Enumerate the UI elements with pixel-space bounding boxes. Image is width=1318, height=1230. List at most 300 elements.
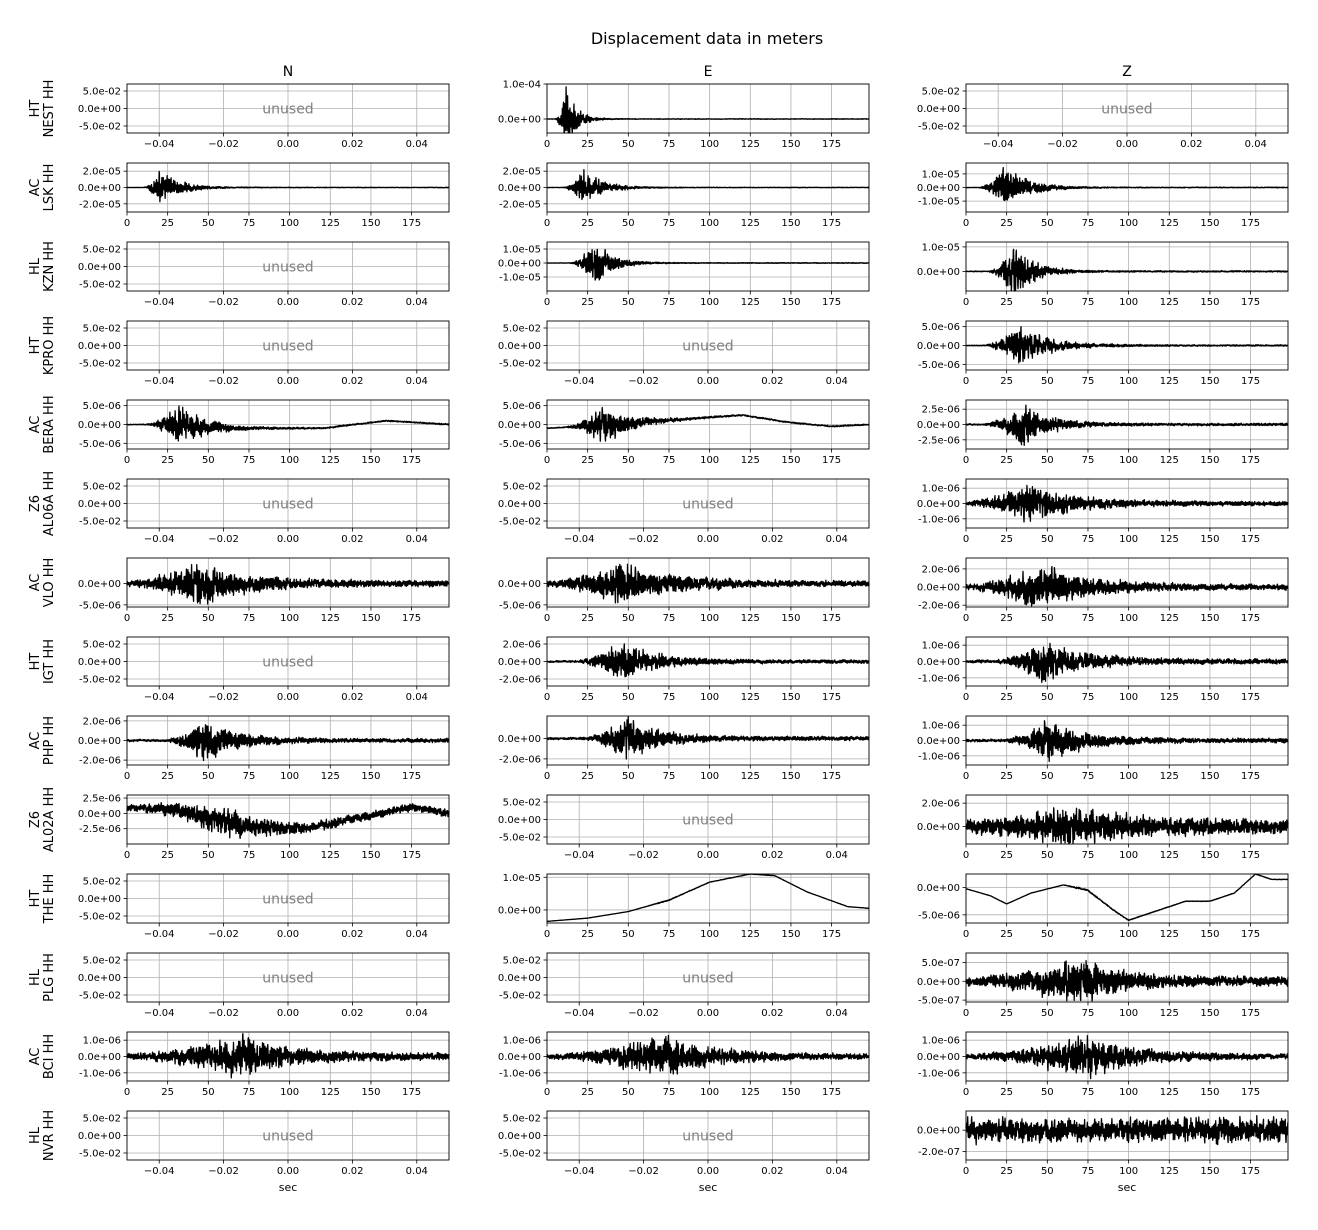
x-tick-label: 125 bbox=[320, 218, 340, 229]
y-tick-label: -5.0e-02 bbox=[499, 358, 541, 370]
x-tick-label: 0.02 bbox=[341, 692, 364, 703]
x-tick-label: 0.00 bbox=[1115, 139, 1139, 150]
x-tick-label: 150 bbox=[1200, 692, 1220, 703]
x-tick-label: 50 bbox=[1040, 850, 1054, 861]
y-tick-label: 0.0e+00 bbox=[497, 733, 541, 745]
x-tick-label: −0.02 bbox=[628, 850, 659, 861]
x-tick-label: 25 bbox=[1000, 771, 1014, 782]
y-tick-label: -2.5e-06 bbox=[79, 824, 121, 836]
waveform-trace bbox=[966, 168, 1288, 201]
waveform-trace bbox=[127, 565, 449, 604]
x-tick-label: 25 bbox=[161, 613, 175, 624]
unused-label: unused bbox=[682, 496, 734, 513]
y-tick-label: -2.0e-06 bbox=[918, 600, 960, 612]
y-tick-label: 0.0e+00 bbox=[497, 579, 541, 591]
y-tick-label: 2.0e-06 bbox=[921, 564, 960, 576]
x-tick-label: 0.04 bbox=[405, 297, 428, 308]
x-tick-label: 0.00 bbox=[696, 534, 720, 545]
x-tick-label: 0.02 bbox=[341, 139, 364, 150]
x-tick-label: 0.02 bbox=[1180, 139, 1203, 150]
y-tick-label: -5.0e-02 bbox=[79, 358, 121, 370]
unused-label: unused bbox=[682, 970, 734, 987]
y-tick-label: -5.0e-02 bbox=[79, 990, 121, 1002]
row-nest-hh bbox=[28, 80, 1288, 151]
x-tick-label: 150 bbox=[361, 771, 381, 782]
x-tick-label: 75 bbox=[242, 850, 256, 861]
x-tick-label: 0 bbox=[962, 1166, 970, 1177]
x-tick-label: 100 bbox=[1119, 850, 1139, 861]
x-tick-label: 50 bbox=[201, 850, 215, 861]
panel-nest-hh-e bbox=[498, 80, 869, 151]
y-tick-label: -2.0e-05 bbox=[499, 199, 541, 211]
panel-al06a-hh-n bbox=[78, 479, 449, 545]
x-tick-label: 150 bbox=[361, 850, 381, 861]
row-label-station: VLO HH bbox=[42, 557, 57, 608]
x-tick-label: 0 bbox=[962, 297, 970, 308]
x-tick-label: 175 bbox=[1241, 218, 1261, 229]
waveform-trace bbox=[547, 170, 869, 200]
panel-bci-hh-e bbox=[498, 1032, 869, 1098]
x-axis-label: sec bbox=[698, 1181, 718, 1194]
panel-al02a-hh-e bbox=[498, 795, 869, 861]
x-tick-label: 50 bbox=[1040, 771, 1054, 782]
unused-label: unused bbox=[682, 1128, 734, 1145]
y-tick-label: 0.0e+00 bbox=[916, 1125, 960, 1137]
y-tick-label: 0.0e+00 bbox=[77, 104, 121, 115]
row-label bbox=[28, 395, 57, 453]
panel-the-hh-e bbox=[498, 873, 869, 940]
x-tick-label: 25 bbox=[581, 771, 595, 782]
y-tick-label: 0.0e+00 bbox=[916, 736, 960, 747]
panel-kzn-hh-z bbox=[917, 242, 1288, 308]
y-tick-label: 1.0e-06 bbox=[921, 640, 960, 652]
x-tick-label: 0.04 bbox=[405, 534, 428, 545]
unused-label: unused bbox=[262, 891, 314, 908]
x-tick-label: 175 bbox=[822, 929, 842, 940]
y-tick-label: -1.0e-05 bbox=[918, 196, 960, 208]
row-label-network: HT bbox=[28, 336, 43, 355]
x-tick-label: 0 bbox=[543, 929, 551, 940]
x-tick-label: 0 bbox=[962, 376, 970, 387]
y-tick-label: 2.0e-05 bbox=[82, 166, 121, 178]
panel-igt-hh-z bbox=[917, 637, 1288, 703]
x-tick-label: −0.04 bbox=[143, 692, 175, 703]
x-tick-label: 50 bbox=[201, 1087, 215, 1098]
row-label bbox=[28, 787, 57, 852]
x-tick-label: 100 bbox=[700, 297, 720, 308]
y-tick-label: 1.0e-06 bbox=[82, 1035, 121, 1047]
y-tick-label: 5.0e-02 bbox=[82, 876, 121, 888]
x-tick-label: 125 bbox=[740, 297, 760, 308]
y-tick-label: 0.0e+00 bbox=[77, 808, 121, 820]
waveform-trace bbox=[966, 721, 1288, 762]
x-tick-label: 150 bbox=[781, 455, 801, 466]
y-tick-label: 2.0e-06 bbox=[502, 639, 541, 651]
x-tick-label: 175 bbox=[822, 771, 842, 782]
x-tick-label: 0.04 bbox=[825, 534, 848, 545]
x-tick-label: 150 bbox=[781, 692, 801, 703]
x-tick-label: 125 bbox=[1159, 1087, 1179, 1098]
x-tick-label: 175 bbox=[402, 218, 422, 229]
y-tick-label: 0.0e+00 bbox=[916, 183, 960, 194]
row-label-station: BCI HH bbox=[42, 1033, 57, 1080]
row-label bbox=[28, 1110, 57, 1161]
row-label-station: THE HH bbox=[42, 873, 57, 924]
row-label-station: AL02A HH bbox=[42, 786, 57, 853]
waveform-trace bbox=[966, 485, 1288, 522]
x-tick-label: −0.02 bbox=[628, 1166, 659, 1177]
row-label bbox=[28, 953, 57, 1002]
x-tick-label: 0 bbox=[543, 218, 551, 229]
y-tick-label: 0.0e+00 bbox=[77, 183, 121, 194]
row-label bbox=[28, 164, 57, 212]
y-tick-label: -5.0e-02 bbox=[79, 516, 121, 528]
x-tick-label: −0.04 bbox=[563, 376, 595, 387]
y-tick-label: -2.0e-06 bbox=[79, 755, 121, 767]
row-bci-hh bbox=[28, 1032, 1288, 1098]
x-tick-label: 125 bbox=[740, 455, 760, 466]
x-tick-label: 0.00 bbox=[276, 929, 300, 940]
column-title-n: N bbox=[282, 64, 294, 80]
x-tick-label: 50 bbox=[621, 455, 635, 466]
waveform-trace bbox=[966, 1036, 1288, 1079]
y-tick-label: 5.0e-02 bbox=[82, 481, 121, 493]
x-tick-label: 0.00 bbox=[276, 139, 300, 150]
x-tick-label: 50 bbox=[621, 692, 635, 703]
x-tick-label: 25 bbox=[161, 455, 175, 466]
panel-lsk-hh-z bbox=[917, 163, 1288, 229]
x-tick-label: 75 bbox=[662, 613, 676, 624]
row-label bbox=[28, 716, 57, 765]
row-label bbox=[28, 558, 57, 608]
y-tick-label: 0.0e+00 bbox=[77, 579, 121, 591]
x-tick-label: −0.04 bbox=[143, 1008, 175, 1019]
x-tick-label: −0.04 bbox=[563, 1008, 595, 1019]
unused-label: unused bbox=[262, 496, 314, 513]
y-tick-label: 0.0e+00 bbox=[916, 822, 960, 833]
y-tick-label: 1.0e-05 bbox=[502, 244, 541, 256]
row-label-network: HT bbox=[28, 99, 43, 118]
x-tick-label: 0.04 bbox=[825, 376, 848, 387]
x-tick-label: 175 bbox=[1241, 929, 1261, 940]
x-tick-label: 0 bbox=[123, 218, 131, 229]
x-tick-label: 100 bbox=[1119, 376, 1139, 387]
x-tick-label: 175 bbox=[402, 850, 422, 861]
x-tick-label: 75 bbox=[1081, 1008, 1095, 1019]
x-tick-label: 175 bbox=[1241, 1087, 1261, 1098]
y-tick-label: 0.0e+00 bbox=[77, 1131, 121, 1142]
x-tick-label: 25 bbox=[1000, 376, 1014, 387]
y-tick-label: 1.0e-04 bbox=[502, 79, 541, 91]
x-tick-label: 25 bbox=[581, 297, 595, 308]
x-tick-label: 75 bbox=[662, 771, 676, 782]
x-tick-label: 75 bbox=[662, 929, 676, 940]
x-tick-label: 75 bbox=[1081, 1166, 1095, 1177]
y-tick-label: -1.0e-05 bbox=[499, 272, 541, 284]
y-tick-label: 2.0e-05 bbox=[502, 166, 541, 178]
unused-label: unused bbox=[1101, 101, 1153, 118]
row-plg-hh bbox=[28, 953, 1288, 1019]
row-label-network: AC bbox=[28, 1047, 43, 1066]
x-tick-label: 0.02 bbox=[341, 1008, 364, 1019]
panel-frame bbox=[127, 795, 449, 844]
y-tick-label: -5.0e-02 bbox=[499, 516, 541, 528]
y-tick-label: 0.0e+00 bbox=[916, 104, 960, 115]
y-tick-label: -5.0e-02 bbox=[79, 1148, 121, 1160]
x-tick-label: 100 bbox=[280, 613, 300, 624]
x-tick-label: 0.02 bbox=[341, 297, 364, 308]
x-tick-label: 25 bbox=[1000, 1087, 1014, 1098]
x-tick-label: 0.02 bbox=[341, 534, 364, 545]
x-tick-label: 25 bbox=[1000, 1008, 1014, 1019]
waveform-trace bbox=[966, 808, 1288, 844]
x-tick-label: 25 bbox=[1000, 929, 1014, 940]
x-tick-label: −0.04 bbox=[563, 534, 595, 545]
x-tick-label: 0 bbox=[123, 455, 131, 466]
x-tick-label: 25 bbox=[1000, 455, 1014, 466]
y-tick-label: 0.0e+00 bbox=[497, 1052, 541, 1063]
y-tick-label: 1.0e-06 bbox=[502, 1035, 541, 1047]
x-tick-label: 25 bbox=[581, 692, 595, 703]
x-tick-label: 0.00 bbox=[696, 1008, 720, 1019]
y-tick-label: 2.5e-06 bbox=[921, 404, 960, 416]
waveform-trace bbox=[127, 171, 449, 201]
panel-igt-hh-e bbox=[498, 637, 869, 703]
x-tick-label: 100 bbox=[280, 218, 300, 229]
y-tick-label: -1.0e-06 bbox=[918, 751, 960, 763]
y-tick-label: 0.0e+00 bbox=[916, 657, 960, 668]
x-tick-label: 25 bbox=[161, 850, 175, 861]
y-tick-label: 1.0e-06 bbox=[921, 720, 960, 732]
waveform-trace bbox=[547, 249, 869, 280]
x-tick-label: 50 bbox=[1040, 455, 1054, 466]
waveform-trace bbox=[547, 87, 869, 133]
x-tick-label: 175 bbox=[1241, 1166, 1261, 1177]
x-tick-label: 0 bbox=[123, 850, 131, 861]
x-tick-label: 175 bbox=[822, 613, 842, 624]
y-tick-label: -5.0e-02 bbox=[79, 911, 121, 923]
x-tick-label: 75 bbox=[1081, 692, 1095, 703]
x-tick-label: 150 bbox=[781, 929, 801, 940]
x-tick-label: 150 bbox=[1200, 1008, 1220, 1019]
x-tick-label: 150 bbox=[1200, 455, 1220, 466]
x-tick-label: 75 bbox=[1081, 297, 1095, 308]
x-tick-label: 0 bbox=[962, 929, 970, 940]
row-vlo-hh bbox=[28, 558, 1288, 624]
x-tick-label: 75 bbox=[1081, 771, 1095, 782]
row-nvr-hh bbox=[28, 1110, 1288, 1194]
waveform-trace bbox=[966, 961, 1288, 1001]
x-tick-label: 25 bbox=[1000, 218, 1014, 229]
x-tick-label: −0.02 bbox=[208, 1166, 239, 1177]
x-tick-label: 50 bbox=[1040, 297, 1054, 308]
x-tick-label: −0.04 bbox=[563, 1166, 595, 1177]
x-tick-label: 0.04 bbox=[405, 376, 428, 387]
x-tick-label: 50 bbox=[621, 218, 635, 229]
y-tick-label: 5.0e-02 bbox=[502, 323, 541, 335]
x-tick-label: 75 bbox=[1081, 929, 1095, 940]
x-tick-label: 150 bbox=[781, 613, 801, 624]
x-tick-label: 175 bbox=[822, 139, 842, 150]
x-tick-label: 25 bbox=[581, 139, 595, 150]
y-tick-label: 5.0e-02 bbox=[82, 1113, 121, 1125]
x-tick-label: 175 bbox=[402, 455, 422, 466]
x-tick-label: 0.00 bbox=[276, 1008, 300, 1019]
x-tick-label: −0.02 bbox=[208, 929, 239, 940]
waveform-trace bbox=[547, 1036, 869, 1075]
y-tick-label: 5.0e-02 bbox=[82, 639, 121, 651]
y-tick-label: 0.0e+00 bbox=[916, 582, 960, 594]
unused-label: unused bbox=[682, 338, 734, 355]
row-label bbox=[28, 471, 57, 536]
y-tick-label: 0.0e+00 bbox=[916, 266, 960, 278]
y-tick-label: 0.0e+00 bbox=[77, 341, 121, 352]
x-tick-label: 50 bbox=[1040, 1087, 1054, 1098]
waveform-trace bbox=[547, 717, 869, 759]
x-tick-label: 0.00 bbox=[696, 376, 720, 387]
row-lsk-hh bbox=[28, 163, 1288, 229]
y-tick-label: -5.0e-02 bbox=[918, 121, 960, 133]
x-tick-label: 50 bbox=[621, 297, 635, 308]
x-tick-label: 75 bbox=[662, 1087, 676, 1098]
row-label-station: NEST HH bbox=[42, 79, 57, 138]
row-label-station: IGT HH bbox=[42, 638, 57, 685]
y-tick-label: 5.0e-02 bbox=[921, 86, 960, 98]
x-tick-label: 0.00 bbox=[276, 297, 300, 308]
panel-php-hh-n bbox=[78, 716, 449, 782]
waveform-trace bbox=[127, 725, 449, 761]
x-tick-label: 50 bbox=[1040, 1008, 1054, 1019]
figure-title: Displacement data in meters bbox=[590, 29, 824, 48]
y-tick-label: 2.0e-06 bbox=[82, 716, 121, 728]
y-tick-label: -5.0e-02 bbox=[79, 279, 121, 291]
x-tick-label: −0.02 bbox=[628, 376, 659, 387]
x-tick-label: 0.04 bbox=[405, 139, 428, 150]
x-tick-label: 175 bbox=[822, 692, 842, 703]
panel-lsk-hh-n bbox=[78, 163, 449, 229]
y-tick-label: -5.0e-06 bbox=[499, 438, 541, 450]
x-tick-label: 25 bbox=[161, 218, 175, 229]
y-tick-label: -2.0e-06 bbox=[499, 754, 541, 766]
x-tick-label: 50 bbox=[201, 613, 215, 624]
x-tick-label: 0.00 bbox=[276, 534, 300, 545]
x-axis-label: sec bbox=[278, 1181, 298, 1194]
unused-label: unused bbox=[262, 654, 314, 671]
panel-kpro-hh-z bbox=[917, 321, 1288, 387]
panel-nvr-hh-e bbox=[498, 1111, 869, 1194]
y-tick-label: 5.0e-06 bbox=[502, 401, 541, 413]
x-tick-label: 0.04 bbox=[405, 929, 428, 940]
panel-plg-hh-z bbox=[917, 953, 1288, 1019]
x-axis-label: sec bbox=[1117, 1181, 1137, 1194]
x-tick-label: −0.02 bbox=[208, 139, 239, 150]
panel-plg-hh-n bbox=[78, 953, 449, 1019]
x-tick-label: 25 bbox=[1000, 297, 1014, 308]
panel-nest-hh-n bbox=[78, 84, 449, 150]
y-tick-label: 0.0e+00 bbox=[497, 258, 541, 270]
x-tick-label: 0.04 bbox=[825, 850, 848, 861]
row-label-network: AC bbox=[28, 731, 43, 750]
x-tick-label: 150 bbox=[361, 455, 381, 466]
y-tick-label: 0.0e+00 bbox=[77, 262, 121, 273]
row-label bbox=[28, 316, 57, 375]
y-tick-label: 0.0e+00 bbox=[916, 976, 960, 988]
y-tick-label: 0.0e+00 bbox=[77, 894, 121, 905]
panel-al06a-hh-e bbox=[498, 479, 869, 545]
x-tick-label: 150 bbox=[781, 218, 801, 229]
panel-kzn-hh-e bbox=[498, 242, 869, 308]
x-tick-label: 125 bbox=[320, 455, 340, 466]
x-tick-label: 100 bbox=[1119, 534, 1139, 545]
y-tick-label: 0.0e+00 bbox=[497, 420, 541, 431]
x-tick-label: 0 bbox=[543, 771, 551, 782]
x-tick-label: 0.04 bbox=[825, 1008, 848, 1019]
x-tick-label: 100 bbox=[1119, 929, 1139, 940]
x-tick-label: −0.04 bbox=[143, 297, 175, 308]
y-tick-label: 2.0e-06 bbox=[921, 798, 960, 810]
panel-bci-hh-n bbox=[78, 1032, 449, 1098]
y-tick-label: 0.0e+00 bbox=[916, 420, 960, 431]
row-label-network: HL bbox=[28, 968, 43, 987]
x-tick-label: 75 bbox=[1081, 218, 1095, 229]
x-tick-label: 0.04 bbox=[1244, 139, 1267, 150]
x-tick-label: −0.04 bbox=[143, 376, 175, 387]
y-tick-label: 5.0e-02 bbox=[82, 86, 121, 98]
y-tick-label: -2.0e-07 bbox=[918, 1146, 960, 1158]
panel-igt-hh-n bbox=[78, 637, 449, 703]
panel-php-hh-e bbox=[498, 716, 869, 782]
y-tick-label: 1.0e-05 bbox=[921, 169, 960, 181]
x-tick-label: 50 bbox=[621, 1087, 635, 1098]
x-tick-label: 75 bbox=[242, 218, 256, 229]
x-tick-label: 150 bbox=[1200, 534, 1220, 545]
panel-lsk-hh-e bbox=[498, 163, 869, 229]
y-tick-label: 5.0e-02 bbox=[502, 955, 541, 967]
y-tick-label: -2.0e-05 bbox=[79, 199, 121, 211]
x-tick-label: −0.02 bbox=[208, 376, 239, 387]
x-tick-label: 100 bbox=[700, 139, 720, 150]
x-tick-label: 25 bbox=[1000, 534, 1014, 545]
y-tick-label: 5.0e-02 bbox=[82, 323, 121, 335]
x-tick-label: −0.02 bbox=[208, 534, 239, 545]
x-tick-label: 0 bbox=[962, 455, 970, 466]
y-tick-label: -2.0e-06 bbox=[499, 674, 541, 686]
panel-kzn-hh-n bbox=[78, 242, 449, 308]
x-tick-label: 75 bbox=[662, 692, 676, 703]
x-tick-label: 100 bbox=[280, 1087, 300, 1098]
row-label-station: BERA HH bbox=[42, 395, 57, 454]
y-tick-label: -5.0e-06 bbox=[918, 359, 960, 371]
x-tick-label: 0.04 bbox=[405, 1008, 428, 1019]
waveform-trace bbox=[547, 644, 869, 677]
x-tick-label: 0.00 bbox=[276, 376, 300, 387]
x-tick-label: 175 bbox=[402, 771, 422, 782]
row-label-station: AL06A HH bbox=[42, 470, 57, 537]
y-tick-label: -5.0e-07 bbox=[918, 995, 960, 1007]
x-tick-label: 25 bbox=[161, 1087, 175, 1098]
x-tick-label: 125 bbox=[1159, 218, 1179, 229]
y-tick-label: -1.0e-06 bbox=[918, 514, 960, 526]
x-tick-label: 100 bbox=[700, 929, 720, 940]
x-tick-label: 0.02 bbox=[341, 929, 364, 940]
x-tick-label: 125 bbox=[740, 692, 760, 703]
x-tick-label: 125 bbox=[1159, 376, 1179, 387]
x-tick-label: 25 bbox=[581, 218, 595, 229]
x-tick-label: 0.00 bbox=[696, 1166, 720, 1177]
x-tick-label: 100 bbox=[700, 218, 720, 229]
x-tick-label: 0 bbox=[962, 613, 970, 624]
x-tick-label: −0.04 bbox=[563, 850, 595, 861]
